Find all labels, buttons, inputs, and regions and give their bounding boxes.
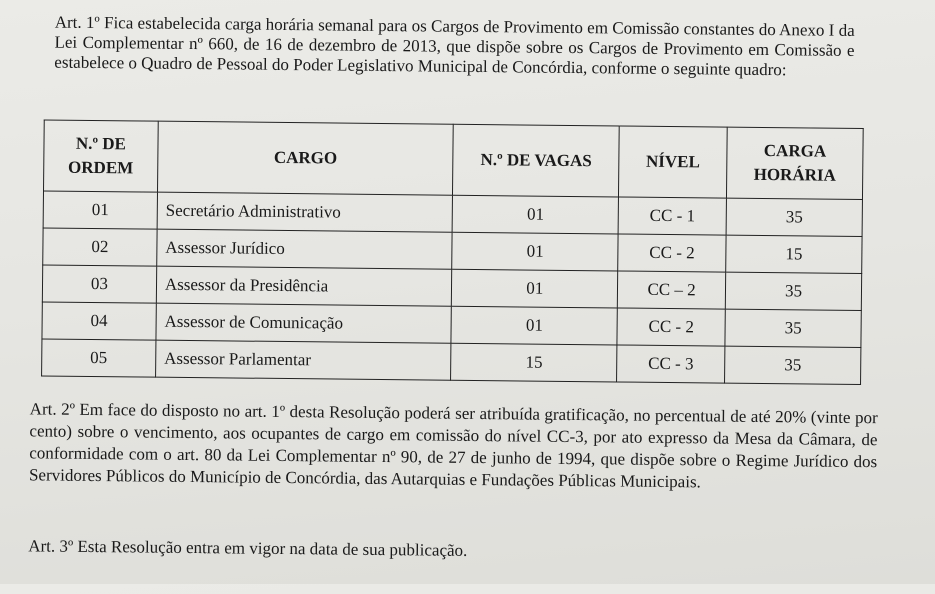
cell-ordem: 03 — [42, 265, 156, 303]
cell-ordem: 01 — [43, 191, 157, 229]
header-carga — [727, 127, 864, 199]
cell-cargo: Assessor da Presidência — [156, 266, 452, 306]
cell-cargo: Assessor Jurídico — [157, 229, 453, 269]
cell-vagas: 01 — [452, 232, 618, 271]
cell-nivel: CC - 3 — [617, 345, 725, 383]
cell-carga: 35 — [725, 309, 861, 347]
header-carga-line2: HORÁRIA — [753, 164, 836, 185]
table-header-row — [44, 120, 864, 200]
cell-ordem: 04 — [42, 302, 156, 340]
header-vagas: N.º DE VAGAS — [453, 124, 619, 197]
cell-nivel: CC - 2 — [617, 308, 725, 346]
header-ordem-line1: N.º DE — [75, 133, 127, 154]
cell-vagas: 01 — [451, 306, 617, 345]
cell-carga: 15 — [726, 235, 862, 273]
header-ordem-line2: ORDEM — [68, 157, 134, 178]
article-2-paragraph: Art. 2º Em face do disposto no art. 1º desta Resolução poderá ser atribuída gratificação, no percentual de até 20% (vinte por cento) sobre o vencimento, aos ocupantes de cargo em comissão do nível CC-3, por ato expresso da Mesa da Câmara, de conformidade com o art. 80 da Lei Complementar nº 90, de 27 de junho de 1994, que dispõe sobre o Regime Jurídico dos Servidores Públicos do Município de Concórdia, das Autarquias e Fundações Públicas Municipais. — [28, 399, 878, 492]
cell-carga: 35 — [725, 272, 861, 310]
cell-vagas: 01 — [452, 269, 618, 308]
cell-cargo: Assessor Parlamentar — [155, 340, 451, 380]
cell-ordem: 05 — [42, 339, 156, 377]
positions-table — [41, 119, 864, 385]
cell-cargo: Secretário Administrativo — [157, 192, 453, 232]
cell-carga: 35 — [725, 346, 861, 384]
cell-nivel: CC - 1 — [618, 197, 726, 235]
cell-cargo: Assessor de Comunicação — [156, 303, 452, 343]
article-1-paragraph: Art. 1º Fica estabelecida carga horária semanal para os Cargos de Provimento em Comissão constantes do Anexo I da Lei Complementar nº 660, de 16 de dezembro de 2013, que dispõe sobre os Cargos de Provimento em Comissão e estabelece o Quadro de Pessoal do Poder Legislativo Municipal de Concórdia, conforme o seguinte quadro: — [54, 12, 855, 80]
header-carga-line1: CARGA — [763, 141, 827, 161]
table-row — [42, 339, 861, 385]
cell-carga: 35 — [726, 198, 862, 236]
header-ordem — [44, 120, 159, 192]
header-nivel: NÍVEL — [619, 126, 728, 198]
cell-nivel: CC - 2 — [618, 234, 726, 272]
cell-ordem: 02 — [43, 228, 157, 266]
cell-nivel: CC – 2 — [617, 271, 725, 309]
article-3-paragraph: Art. 3º Esta Resolução entra em vigor na data de sua publicação. — [28, 536, 468, 560]
cell-vagas: 15 — [451, 343, 617, 382]
header-cargo: CARGO — [157, 121, 453, 195]
cell-vagas: 01 — [453, 195, 619, 234]
